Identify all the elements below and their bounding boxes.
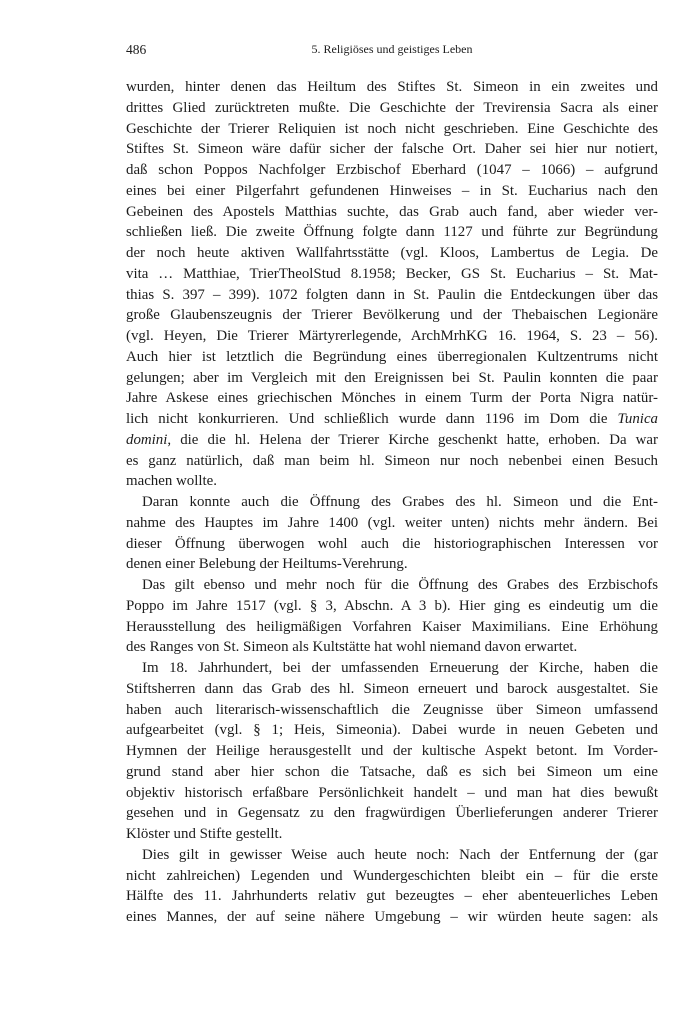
text-segment: , die die hl. Helena der Trierer Kirche geschenkt hatte, erhoben. Da war [167,431,658,448]
text-line: grund stand aber hier schon die Tatsache, daß es sich bei Simeon um eine [126,763,658,780]
text-line: Geschichte der Trierer Reliquien ist noch nicht geschrieben. Eine Geschichte des [126,120,658,137]
page-number: 486 [126,42,147,57]
text-line: Im 18. Jahrhundert, bei der umfassenden Erneuerung der Kirche, haben die [142,660,658,676]
italic-term: Tunica [617,411,658,427]
italic-term: domini [126,431,168,448]
text-segment: lich nicht konkurrieren. Und schließlich wurde dann 1196 im Dom die [126,411,618,427]
text-line: haben auch literarisch-wissenschaftlich die Zeugnisse über Simeon umfassend [126,701,658,718]
paragraph-1 [126,77,658,492]
text-line: drittes Glied zurücktreten mußte. Die Geschichte der Trevirensia Sacra als einer [126,99,658,116]
text-line: Klöster und Stifte gestellt. [126,826,283,842]
text-line: Dies gilt in gewisser Weise auch heute noch: Nach der Entfernung der (gar [142,846,658,863]
text-body [126,77,658,928]
text-line: Auch hier ist letztlich die Begründung eines überregionalen Kultzentrums nicht [126,348,658,365]
text-line: Jahre Askese eines griechischen Mönches in einem Turm der Porta Nigra natür- [126,390,658,407]
text-line: Gebeinen des Apostels Matthias suchte, das Grab auch fand, aber wieder ver- [126,203,658,220]
text-line-with-italic [126,409,658,430]
text-line: machen wollte. [126,473,217,490]
text-line: schließen ließ. Die zweite Öffnung folgte dann 1127 und führte zur Begründung [126,224,658,241]
page-header [126,42,658,64]
text-line: dieser Öffnung überwogen wohl auch die historiographischen Interessen vor [126,535,658,552]
text-line: gesehen und in Gegensatz zu den fragwürdigen Überlieferungen anderer Trierer [126,805,658,822]
paragraph-4 [126,658,658,845]
text-line: nicht zahlreichen) Legenden und Wundergeschichten bleibt ein – für die erste [126,867,658,884]
text-line: thias S. 397 – 399). 1072 folgten dann in St. Paulin die Entdeckungen über das [126,286,658,303]
running-head: 5. Religiöses und geistiges Leben [311,42,473,56]
text-line: Daran konnte auch die Öffnung des Grabes des hl. Simeon und die Ent- [142,494,658,510]
text-line: aufgearbeitet (vgl. § 1; Heis, Simeonia). Dabei wurde in neuen Gebeten und [126,722,658,739]
text-line: eines bei einer Pilgerfahrt gefundenen Hinweises – in St. Eucharius nach den [126,182,658,199]
paragraph-5 [126,845,658,928]
text-line: große Glaubenszeugnis der Trierer Bevölkerung und der Thebaischen Legionäre [126,307,658,324]
text-line-with-italic [126,430,658,451]
text-line: des Ranges von St. Simeon als Kultstätte hat wohl niemand davon erwartet. [126,639,578,656]
text-line: denen einer Belebung der Heiltums-Verehrung. [126,556,408,573]
text-line: es ganz natürlich, daß man beim hl. Simeon nur noch nebenbei einen Besuch [126,452,658,469]
text-line: daß schon Poppos Nachfolger Erzbischof Eberhard (1047 – 1066) – aufgrund [126,162,658,178]
text-line: gelungen; aber im Vergleich mit den Ereignissen bei St. Paulin konnten die paar [126,369,658,386]
text-line: nahme des Hauptes im Jahre 1400 (vgl. weiter unten) nichts mehr ändern. Bei [126,514,658,531]
text-line: Hälfte des 11. Jahrhunderts relativ gut bezeugtes – eher abenteuerliches Leben [126,888,658,905]
text-line: eines Mannes, der auf seine nähere Umgebung – wir würden heute sagen: als [126,909,658,925]
text-line: vita … Matthiae, TrierTheolStud 8.1958; Becker, GS St. Eucharius – St. Mat- [126,265,658,282]
paragraph-2 [126,492,658,575]
text-line: Herausstellung des heiligmäßigen Vorfahren Kaiser Maximilians. Eine Erhöhung [126,618,658,635]
text-line: Hymnen der Heilige herausgestellt und der kultische Aspekt betont. Im Vorder- [126,743,658,759]
text-line: wurden, hinter denen das Heiltum des Stiftes St. Simeon in ein zweites und [126,79,658,95]
text-line: objektiv historisch erfaßbare Persönlichkeit handelt – und man hat dies bewußt [126,784,658,801]
text-line: Poppo im Jahre 1517 (vgl. § 3, Abschn. A 3 b). Hier ging es eindeutig um die [126,597,658,614]
text-line: Stiftes St. Simeon wäre dafür sicher der falsche Ort. Daher sei hier nur notiert, [126,141,658,158]
text-line: Stiftsherren dann das Grab des hl. Simeon erneuert und barock ausgestaltet. Sie [126,680,658,697]
text-line: Das gilt ebenso und mehr noch für die Öffnung des Grabes des Erzbischofs [142,577,658,593]
text-line: (vgl. Heyen, Die Trierer Märtyrerlegende, ArchMrhKG 16. 1964, S. 23 – 56). [126,328,658,344]
text-line: der noch heute aktiven Wallfahrtsstätte (vgl. Kloos, Lambertus de Legia. De [126,245,658,261]
paragraph-3 [126,575,658,658]
